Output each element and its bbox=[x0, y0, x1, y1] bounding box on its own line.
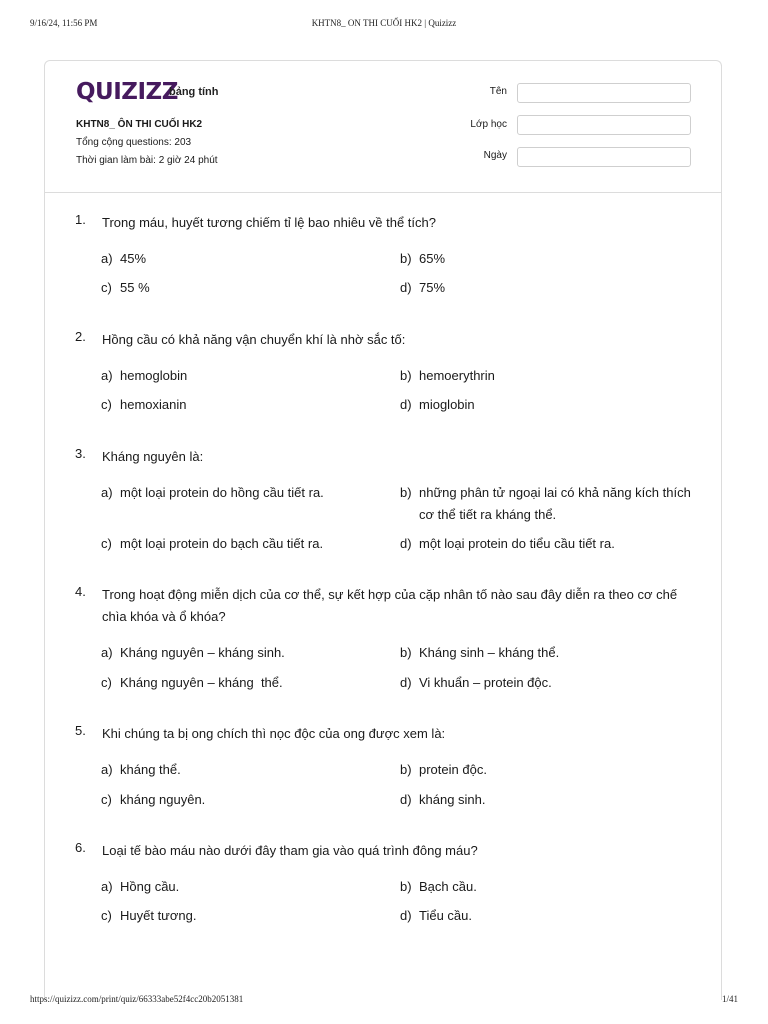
name-field-label: Tên bbox=[489, 86, 507, 97]
option-letter: a) bbox=[101, 762, 113, 777]
option-letter: b) bbox=[400, 762, 412, 777]
option-letter: b) bbox=[400, 251, 412, 266]
option-text: Kháng nguyên – kháng thể. bbox=[120, 675, 283, 690]
option-letter: d) bbox=[400, 536, 412, 551]
option-letter: b) bbox=[400, 485, 412, 500]
option-text: 45% bbox=[120, 251, 147, 266]
option-text: kháng thể. bbox=[120, 762, 181, 777]
option-letter: c) bbox=[101, 675, 112, 690]
question-number: 4. bbox=[75, 584, 86, 599]
question-text: Kháng nguyên là: bbox=[102, 449, 204, 464]
option-letter: b) bbox=[400, 645, 412, 660]
print-page-number: 1/41 bbox=[721, 994, 738, 1004]
option-letter: c) bbox=[101, 280, 112, 295]
option-letter: b) bbox=[400, 368, 412, 383]
option-letter: d) bbox=[400, 908, 412, 923]
question-number: 6. bbox=[75, 840, 86, 855]
option-text: Tiểu cầu. bbox=[419, 908, 472, 923]
option-text: hemoerythrin bbox=[419, 368, 495, 383]
question-number: 3. bbox=[75, 446, 86, 461]
option-text: những phân tử ngoại lai có khả năng kích thích cơ thể tiết ra kháng thể. bbox=[419, 485, 691, 522]
option-text: 75% bbox=[419, 280, 446, 295]
option-letter: c) bbox=[101, 908, 112, 923]
print-page-title: KHTN8_ ON THI CUỐI HK2 | Quizizz bbox=[311, 18, 457, 28]
question-number: 2. bbox=[75, 329, 86, 344]
duration: Thời gian làm bài: 2 giờ 24 phút bbox=[76, 155, 218, 166]
question-text: Trong máu, huyết tương chiếm tỉ lệ bao nhiêu về thể tích? bbox=[102, 215, 436, 230]
worksheet-label: bảng tính bbox=[169, 86, 219, 98]
class-field[interactable] bbox=[517, 115, 691, 135]
question-number: 5. bbox=[75, 723, 86, 738]
option-text: Kháng nguyên – kháng sinh. bbox=[120, 645, 285, 660]
question-text: Trong hoạt động miễn dịch của cơ thể, sự kết hợp của cặp nhân tố nào sau đây diễn ra theo cơ chế chìa khóa và ổ khóa? bbox=[102, 587, 678, 624]
option-letter: c) bbox=[101, 792, 112, 807]
total-questions: Tổng cộng questions: 203 bbox=[76, 137, 192, 148]
question-text: Hồng cầu có khả năng vận chuyển khí là nhờ sắc tố: bbox=[102, 332, 406, 347]
option-letter: a) bbox=[101, 645, 113, 660]
option-text: kháng sinh. bbox=[419, 792, 486, 807]
question-text: Loại tế bào máu nào dưới đây tham gia vào quá trình đông máu? bbox=[102, 843, 478, 858]
worksheet-header bbox=[45, 61, 721, 193]
option-letter: c) bbox=[101, 397, 112, 412]
quiz-title: KHTN8_ ÔN THI CUỐI HK2 bbox=[76, 119, 203, 130]
option-text: 55 % bbox=[120, 280, 150, 295]
option-text: kháng nguyên. bbox=[120, 792, 206, 807]
option-text: Bạch cầu. bbox=[419, 879, 477, 894]
option-letter: d) bbox=[400, 397, 412, 412]
option-letter: a) bbox=[101, 251, 113, 266]
option-letter: a) bbox=[101, 368, 113, 383]
option-letter: a) bbox=[101, 879, 113, 894]
option-letter: d) bbox=[400, 280, 412, 295]
date-field[interactable] bbox=[517, 147, 691, 167]
option-text: một loại protein do bạch cầu tiết ra. bbox=[120, 536, 324, 551]
class-field-label: Lớp học bbox=[470, 119, 507, 130]
question-text: Khi chúng ta bị ong chích thì nọc độc của ong được xem là: bbox=[102, 726, 446, 741]
option-letter: b) bbox=[400, 879, 412, 894]
question-number: 1. bbox=[75, 212, 86, 227]
option-text: 65% bbox=[419, 251, 446, 266]
option-text: Kháng sinh – kháng thể. bbox=[419, 645, 560, 660]
option-letter: c) bbox=[101, 536, 112, 551]
option-text: hemoglobin bbox=[120, 368, 188, 383]
option-text: protein độc. bbox=[419, 762, 487, 777]
option-text: Huyết tương. bbox=[120, 908, 197, 923]
print-url[interactable]: https://quizizz.com/print/quiz/66333abe52f4cc20b2051381 bbox=[30, 994, 244, 1004]
option-letter: d) bbox=[400, 792, 412, 807]
option-text: mioglobin bbox=[419, 397, 475, 412]
option-text: một loại protein do tiểu cầu tiết ra. bbox=[419, 536, 615, 551]
print-datetime: 9/16/24, 11:56 PM bbox=[30, 18, 98, 28]
option-letter: a) bbox=[101, 485, 113, 500]
quizizz-logo: QUIZIZZ bbox=[76, 79, 178, 105]
name-field[interactable] bbox=[517, 83, 691, 103]
option-text: Hồng cầu. bbox=[120, 879, 180, 894]
date-field-label: Ngày bbox=[483, 150, 507, 161]
option-text: Vi khuẩn – protein độc. bbox=[419, 675, 552, 690]
option-text: hemoxianin bbox=[120, 397, 187, 412]
option-letter: d) bbox=[400, 675, 412, 690]
option-text: một loại protein do hồng cầu tiết ra. bbox=[120, 485, 324, 500]
